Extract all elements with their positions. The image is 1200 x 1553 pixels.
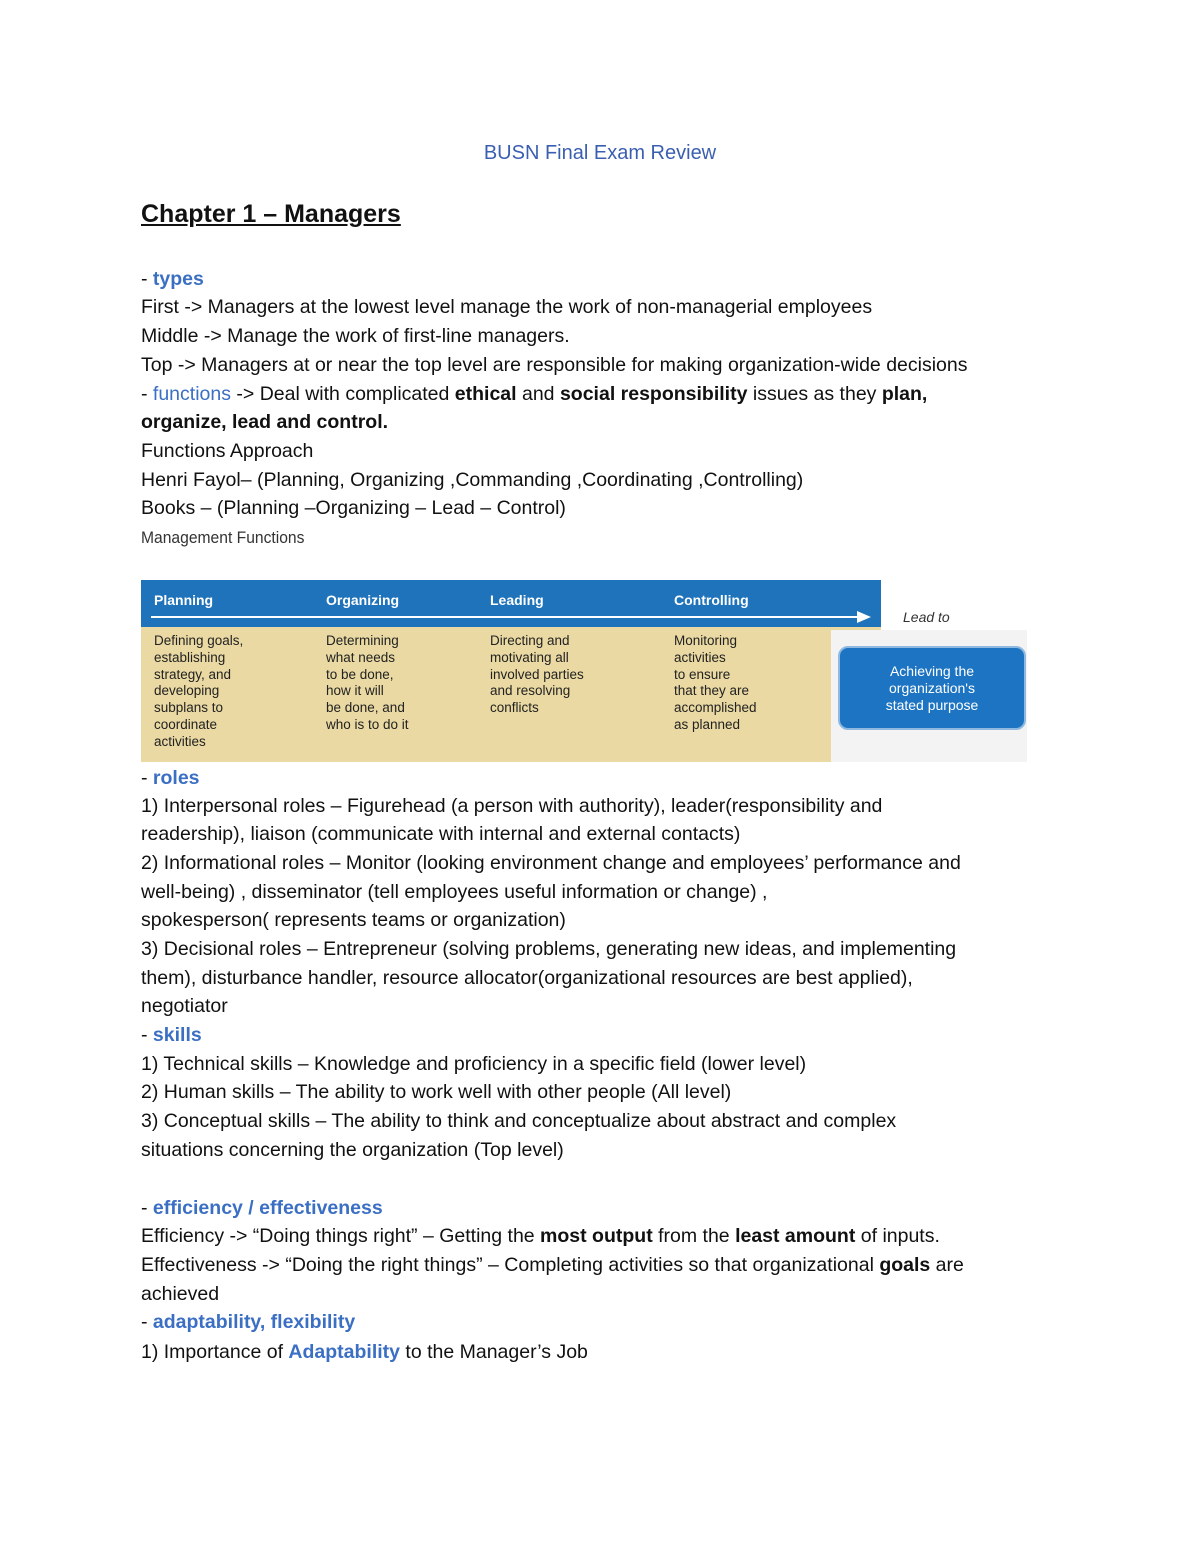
col-text-organizing: Determining what needs to be done, how it will be done, and who is to do it xyxy=(326,633,409,732)
skills-conceptual-1: 3) Conceptual skills – The ability to think and conceptualize about abstract and complex xyxy=(141,1110,897,1132)
col-text-leading: Directing and motivating all involved parties and resolving conflicts xyxy=(490,633,584,716)
types-middle: Middle -> Manage the work of first-line managers. xyxy=(141,325,570,347)
types-first: First -> Managers at the lowest level manage the work of non-managerial employees xyxy=(141,296,873,318)
functions-plan: plan, xyxy=(881,383,928,405)
functions-text: issues as they xyxy=(747,383,882,405)
efficiency-definition xyxy=(141,1222,940,1250)
efficiency-least-amount: least amount xyxy=(735,1225,856,1247)
col-header-organizing: Organizing xyxy=(326,592,400,608)
roles-heading-line: - roles xyxy=(141,767,200,789)
col-text-planning: Defining goals, establishing strategy, and developing subplans to coordinate activities xyxy=(154,633,244,749)
roles-decisional-3: negotiator xyxy=(141,995,228,1017)
efficiency-heading: efficiency / effectiveness xyxy=(152,1197,383,1219)
management-functions-diagram xyxy=(141,580,1027,762)
skills-conceptual-2: situations concerning the organization (Top level) xyxy=(141,1139,564,1161)
col-header-controlling: Controlling xyxy=(674,592,749,608)
arrow-line xyxy=(151,616,861,618)
roles-informational-2: well-being) , disseminator (tell employees useful information or change) , xyxy=(141,881,768,903)
chapter-heading: Chapter 1 – Managers xyxy=(141,200,401,228)
roles-heading: roles xyxy=(152,767,200,789)
effectiveness-definition xyxy=(141,1251,964,1279)
adaptability-word: Adaptability xyxy=(288,1341,400,1363)
roles-interpersonal-1: 1) Interpersonal roles – Figurehead (a person with authority), leader(responsibility and xyxy=(141,795,883,817)
functions-line-2: organize, lead and control. xyxy=(141,411,389,433)
effectiveness-text: Effectiveness -> “Doing the right things” – Completing activities so that organizational xyxy=(141,1254,880,1276)
functions-text: and xyxy=(516,383,560,405)
functions-approach: Functions Approach xyxy=(141,440,314,462)
types-top: Top -> Managers at or near the top level are responsible for making organization-wide decisions xyxy=(141,354,968,376)
functions-text: -> Deal with complicated xyxy=(230,383,455,405)
types-heading: types xyxy=(152,268,204,290)
col-header-planning: Planning xyxy=(154,592,214,608)
functions-fayol: Henri Fayol– (Planning, Organizing ,Commanding ,Coordinating ,Controlling) xyxy=(141,469,804,491)
roles-informational-1: 2) Informational roles – Monitor (looking environment change and employees’ performance and xyxy=(141,852,961,874)
col-text-controlling: Monitoring activities to ensure that they are accomplished as planned xyxy=(674,633,757,732)
arrow-head-icon xyxy=(857,611,871,623)
efficiency-most-output: most output xyxy=(540,1225,653,1247)
adaptability-heading-line: - adaptability, flexibility xyxy=(141,1311,356,1333)
efficiency-text: from the xyxy=(652,1225,736,1247)
roles-decisional-1: 3) Decisional roles – Entrepreneur (solving problems, generating new ideas, and implementing xyxy=(141,938,957,960)
effectiveness-goals: goals xyxy=(879,1254,931,1276)
functions-ethical: ethical xyxy=(454,383,517,405)
skills-heading-line: - skills xyxy=(141,1024,202,1046)
functions-heading: functions xyxy=(152,383,231,405)
roles-interpersonal-2: readership), liaison (communicate with internal and external contacts) xyxy=(141,823,741,845)
skills-technical: 1) Technical skills – Knowledge and proficiency in a specific field (lower level) xyxy=(141,1053,807,1075)
types-heading-line: - types xyxy=(141,268,204,290)
roles-decisional-2: them), disturbance handler, resource allocator(organizational resources are best applied), xyxy=(141,967,913,989)
effectiveness-achieved: achieved xyxy=(141,1283,220,1305)
adaptability-text: to the Manager’s Job xyxy=(400,1341,588,1363)
figure-title: Management Functions xyxy=(141,528,305,547)
goal-box xyxy=(838,646,1026,730)
roles-informational-3: spokesperson( represents teams or organization) xyxy=(141,909,566,931)
col-header-leading: Leading xyxy=(490,592,544,608)
efficiency-heading-line: - efficiency / effectiveness xyxy=(141,1197,383,1219)
adaptability-heading: adaptability, flexibility xyxy=(152,1311,356,1333)
adaptability-text: 1) Importance of xyxy=(141,1341,289,1363)
functions-line: - functions -> Deal with complicated ethical and social responsibility issues as they plan, xyxy=(141,383,928,405)
goal-text: Achieving the organization's stated purpose xyxy=(885,662,979,713)
lead-to-label: Lead to xyxy=(903,609,950,625)
skills-heading: skills xyxy=(152,1024,202,1046)
adaptability-item xyxy=(141,1338,588,1366)
efficiency-text: of inputs. xyxy=(855,1225,940,1247)
efficiency-text: Efficiency -> “Doing things right” – Getting the xyxy=(141,1225,541,1247)
page-title: BUSN Final Exam Review xyxy=(483,142,717,164)
skills-human: 2) Human skills – The ability to work well with other people (All level) xyxy=(141,1081,732,1103)
functions-books: Books – (Planning –Organizing – Lead – Control) xyxy=(141,497,566,519)
effectiveness-text: are xyxy=(930,1254,964,1276)
functions-social: social responsibility xyxy=(559,383,748,405)
